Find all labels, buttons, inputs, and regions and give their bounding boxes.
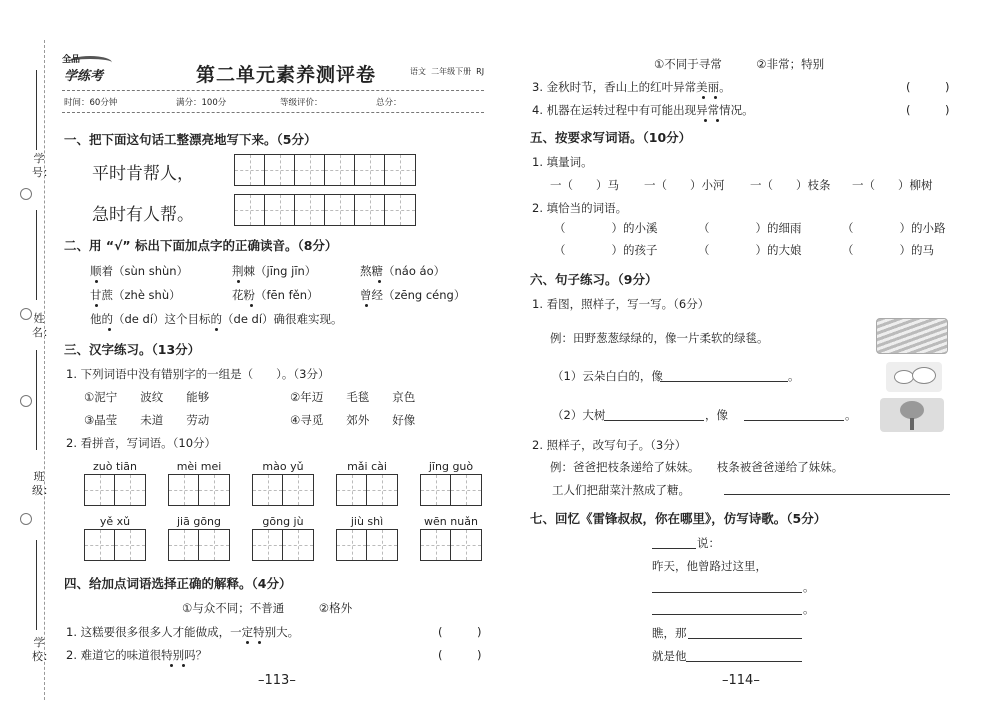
page-title: 第二单元素养测评卷 [196,64,377,86]
tree-picture [880,398,944,432]
brand-logo [62,52,114,84]
sentence-2-mid: ，像 [705,408,728,422]
pinyin-label: yě xǔ [99,515,131,528]
sentence-period: 。 [788,369,800,383]
header-grade: 等级评价： [280,98,323,108]
binding-hole [20,308,32,320]
fill-word-6[interactable]: （ ）的马 [842,243,934,257]
copy-line-2: 急时有人帮。 [92,205,194,225]
header-score: 满分：100分 [176,98,227,108]
fill-word-5[interactable]: （ ）的大娘 [698,243,802,257]
section-7-title: 七、回忆《雷锋叔叔，你在哪里》，仿写诗歌。（5分） [530,511,827,526]
word-grid[interactable] [252,474,314,506]
q3-1-option-4[interactable]: ④寻觅 郊外 好像 [290,413,416,427]
meaning-choices-2: ①不同于寻常 ②非常；特别 [654,57,825,71]
header-rule-bottom [62,112,484,113]
binding-hole [20,513,32,525]
answer-paren[interactable]: ( ) [438,648,482,662]
section-1-title: 一、把下面这句话工整漂亮地写下来。（5分） [64,132,317,147]
pinyin-label: gōng jù [262,515,304,528]
binding-blank-3[interactable] [36,350,37,450]
emphasis-dot [237,280,240,283]
q3-1-option-1[interactable]: ①泥宁 波纹 能够 [84,390,210,404]
pinyin-label: zuò tiān [92,460,138,473]
pinyin-label: wēn nuǎn [424,515,478,528]
word-grid[interactable] [336,529,398,561]
q4-4: 4. 机器在运转过程中有可能出现异常情况。 [532,103,754,117]
section-3-title: 三、汉字练习。（13分） [64,342,201,357]
sentence-1-start: （1）云朵白白的，像 [552,369,663,383]
header-time: 时间：60分钟 [64,98,118,108]
fill-word-1[interactable]: （ ）的小溪 [554,221,658,235]
page-number-right: –114– [722,673,760,688]
q4-2: 2. 难道它的味道很特别吗？ [66,648,208,662]
q6-1: 1. 看图，照样子，写一写。（6分） [532,297,710,311]
measure-word-2[interactable]: 一（ ）小河 [644,178,725,192]
pinyin-label: jiù shì [350,515,384,528]
section-5-title: 五、按要求写词语。（10分） [530,130,692,145]
tree-icon [900,401,924,419]
answer-line[interactable] [724,494,950,495]
section-4-title: 四、给加点词语选择正确的解释。（4分） [64,576,292,591]
answer-line[interactable] [604,420,704,421]
tree-trunk [910,418,914,430]
reading-item-6[interactable]: 曾经（zēng céng） [360,288,466,302]
meaning-choices-1: ①与众不同；不普通 ②格外 [182,601,353,615]
poem-said: 说： [697,536,720,550]
emphasis-dot [250,304,253,307]
emphasis-dot [182,664,185,667]
measure-word-1[interactable]: 一（ ）马 [550,178,619,192]
answer-line[interactable] [652,548,696,549]
emphasis-dot [714,96,717,99]
word-grid[interactable] [168,474,230,506]
cloud-icon [894,370,914,384]
emphasis-dot [716,119,719,122]
emphasis-dot [108,328,111,331]
example-sentence-2: 例：爸爸把枝条递给了妹妹。 枝条被爸爸递给了妹妹。 [550,460,844,474]
poem-period: 。 [803,580,815,594]
poem-line-3: 瞧，那 [652,626,687,640]
label-xing-ming: 姓 名： [32,312,54,339]
label-xue-xiao: 学 校： [32,636,54,663]
emphasis-dot [378,280,381,283]
section-2-title: 二、用 “√” 标出下面加点字的正确读音。（8分） [64,238,338,253]
reading-item-5[interactable]: 花粉（fēn fěn） [232,288,319,302]
sentence-2-start: （2）大树 [552,408,606,422]
poem-line-4: 就是他 [652,649,687,663]
reading-item-4[interactable]: 甘蔗（zhè shù） [90,288,181,302]
header-total: 总分： [376,98,402,108]
binding-blank-1[interactable] [36,70,37,150]
word-grid[interactable] [336,474,398,506]
q3-2: 2. 看拼音，写词语。（10分） [66,436,217,450]
label-ban-ji: 班 级： [32,470,54,497]
measure-word-3[interactable]: 一（ ）枝条 [750,178,831,192]
writing-grid-1[interactable] [234,154,416,186]
binding-hole [20,395,32,407]
section-6-title: 六、句子练习。（9分） [530,272,658,287]
word-grid[interactable] [252,529,314,561]
binding-blank-2[interactable] [36,210,37,300]
copy-line-1: 平时肯帮人， [92,164,194,184]
label-xue-hao: 学 号： [32,152,54,179]
example-sentence-1: 例：田野葱葱绿绿的，像一片柔软的绿毯。 [550,331,769,345]
rewrite-sentence: 工人们把甜菜汁熬成了糖。 [552,483,690,497]
poem-line-1: 昨天，他曾路过这里， [652,559,767,573]
logo-small-text: 全品 [62,55,81,65]
cloud-picture [886,362,942,392]
emphasis-dot [215,328,218,331]
word-grid[interactable] [420,474,482,506]
page-number-left: –113– [258,673,296,688]
writing-grid-2[interactable] [234,194,416,226]
reading-item-2[interactable]: 荆棘（jīng jīn） [232,264,317,278]
word-grid[interactable] [84,529,146,561]
reading-item-3[interactable]: 熬糖（náo áo） [360,264,446,278]
header-meta: 语文 二年级下册 RJ [410,67,485,76]
pinyin-label: jīng guò [428,460,474,473]
emphasis-dot [95,280,98,283]
poem-period: 。 [803,602,815,616]
answer-line[interactable] [652,592,802,593]
measure-word-4[interactable]: 一（ ）柳树 [852,178,933,192]
q3-1: 1. 下列词语中没有错别字的一组是（ ）。（3分） [66,367,330,381]
emphasis-dot [95,304,98,307]
logo-main-text: 学练考 [64,69,104,84]
q6-2: 2. 照样子，改写句子。（3分） [532,438,687,452]
cloud-icon [912,367,936,384]
emphasis-dot [365,304,368,307]
answer-paren[interactable]: ( ) [438,625,482,639]
emphasis-dot [246,641,249,644]
answer-paren[interactable]: ( ) [906,103,950,117]
word-grid[interactable] [168,529,230,561]
word-grid[interactable] [420,529,482,561]
q4-1: 1. 这糕要很多很多人才能做成，一定特别大。 [66,625,300,639]
binding-line [44,40,45,700]
answer-paren[interactable]: ( ) [906,80,950,94]
q4-3: 3. 金秋时节，香山上的红叶异常美丽。 [532,80,731,94]
field-picture [876,318,948,354]
answer-line[interactable] [652,614,802,615]
emphasis-dot [258,641,261,644]
fill-word-4[interactable]: （ ）的孩子 [554,243,658,257]
pinyin-label: mào yǔ [262,460,304,473]
answer-line[interactable] [744,420,844,421]
q5-1: 1. 填量词。 [532,155,593,169]
fill-word-3[interactable]: （ ）的小路 [842,221,946,235]
header-rule-top [62,90,484,91]
emphasis-dot [702,96,705,99]
binding-hole [20,188,32,200]
fill-word-2[interactable]: （ ）的细雨 [698,221,802,235]
sentence-period: 。 [845,408,857,422]
pinyin-label: jiā gōng [176,515,222,528]
binding-blank-4[interactable] [36,540,37,630]
answer-line[interactable] [686,661,802,662]
emphasis-dot [170,664,173,667]
q3-1-option-2[interactable]: ②年迈 毛毯 京色 [290,390,416,404]
answer-line[interactable] [660,381,788,382]
reading-item-1[interactable]: 顺着（sùn shùn） [90,264,189,278]
pinyin-label: mèi mei [176,460,222,473]
pinyin-label: mǎi cài [347,460,387,473]
q5-2: 2. 填恰当的词语。 [532,201,628,215]
reading-item-last[interactable]: 他的（de dí）这个目标的（de dí）确很难实现。 [90,312,343,326]
answer-line[interactable] [688,638,802,639]
emphasis-dot [704,119,707,122]
word-grid[interactable] [84,474,146,506]
q3-1-option-3[interactable]: ③晶莹 未道 劳动 [84,413,210,427]
